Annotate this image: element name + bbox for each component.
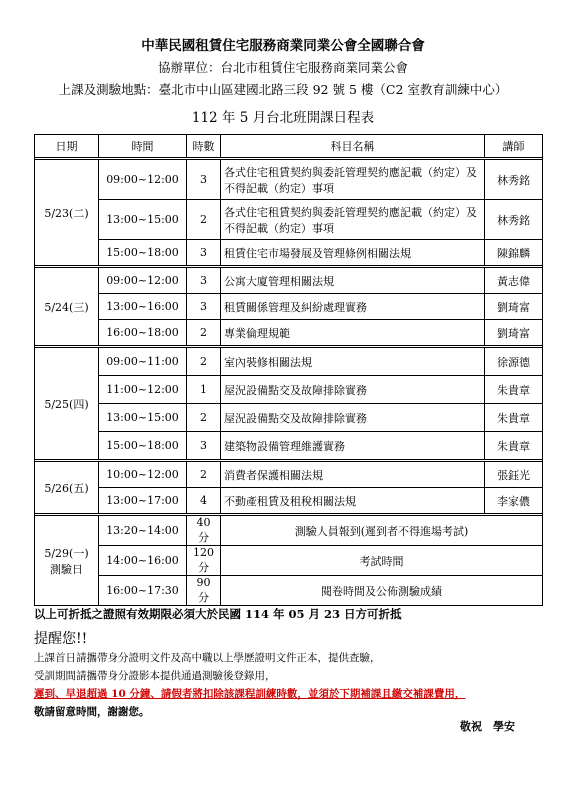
page-title: 中華民國租賃住宅服務商業同業公會全國聯合會 xyxy=(141,38,425,54)
teacher-cell: 劉琦富 xyxy=(485,294,543,320)
schedule-subtitle: 112 年 5 月台北班開課日程表 xyxy=(191,110,375,126)
column-header-time: 時間 xyxy=(99,135,187,158)
table-row xyxy=(35,376,543,404)
exam-desc-cell: 測驗人員報到(遲到者不得進場考試) xyxy=(221,516,543,546)
teacher-cell: 黃志偉 xyxy=(485,268,543,294)
hours-cell: 3 xyxy=(187,268,221,294)
subject-cell: 室內裝修相關法規 xyxy=(221,348,485,376)
subject-cell: 租賃住宅市場發展及管理條例相關法規 xyxy=(221,240,485,266)
teacher-cell: 朱貴章 xyxy=(485,432,543,460)
table-row xyxy=(35,488,543,514)
time-cell: 09:00~12:00 xyxy=(99,268,187,294)
column-header-hours: 時數 xyxy=(187,135,221,158)
teacher-cell: 李家儂 xyxy=(485,488,543,514)
hours-cell: 3 xyxy=(187,160,221,200)
exam-date: 5/29(一) xyxy=(44,546,89,560)
date-cell: 5/24(三) xyxy=(35,268,99,346)
subject-cell: 專業倫理規範 xyxy=(221,320,485,346)
subject-cell: 屋況設備點交及故障排除實務 xyxy=(221,404,485,432)
reminder-line-4: 敬請留意時間，謝謝您。 xyxy=(34,706,150,718)
exam-desc-cell: 閱卷時間及公佈測驗成績 xyxy=(221,576,543,606)
teacher-cell: 林秀銘 xyxy=(485,160,543,200)
hours-cell: 2 xyxy=(187,320,221,346)
table-row xyxy=(35,268,543,294)
closing-greeting: 敬祝 學安 xyxy=(460,720,515,733)
table-row xyxy=(35,348,543,376)
time-cell: 13:00~15:00 xyxy=(99,200,187,240)
date-cell: 5/23(二) xyxy=(35,160,99,266)
hours-cell: 2 xyxy=(187,462,221,488)
time-cell: 09:00~11:00 xyxy=(99,348,187,376)
location-line: 上課及測驗地點：臺北市中山區建國北路三段 92 號 5 樓（C2 室教育訓練中心） xyxy=(58,82,508,97)
table-row xyxy=(35,432,543,460)
table-row xyxy=(35,546,543,576)
time-cell: 13:00~15:00 xyxy=(99,404,187,432)
teacher-cell: 徐源德 xyxy=(485,348,543,376)
validity-note: 以上可折抵之證照有效期限必須大於民國 114 年 05 月 23 日方可折抵 xyxy=(34,607,402,621)
teacher-cell: 林秀銘 xyxy=(485,200,543,240)
table-row xyxy=(35,462,543,488)
hours-cell: 3 xyxy=(187,432,221,460)
subject-cell: 建築物設備管理維護實務 xyxy=(221,432,485,460)
teacher-cell: 朱貴章 xyxy=(485,376,543,404)
time-cell: 09:00~12:00 xyxy=(99,160,187,200)
reminder-line-2: 受訓期間請攜帶身分證影本提供通過測驗後登錄用， xyxy=(34,670,276,682)
time-cell: 16:00~18:00 xyxy=(99,320,187,346)
subject-cell: 屋況設備點交及故障排除實務 xyxy=(221,376,485,404)
table-row xyxy=(35,160,543,200)
table-row xyxy=(35,240,543,266)
subject-cell: 公寓大廈管理相關法規 xyxy=(221,268,485,294)
time-cell: 11:00~12:00 xyxy=(99,376,187,404)
time-cell: 15:00~18:00 xyxy=(99,432,187,460)
reminder-title: 提醒您!! xyxy=(34,631,88,647)
exam-date-cell xyxy=(35,516,99,606)
time-cell: 14:00~16:00 xyxy=(99,546,187,576)
teacher-cell: 張鈺光 xyxy=(485,462,543,488)
column-header-date: 日期 xyxy=(35,135,99,158)
time-cell: 16:00~17:30 xyxy=(99,576,187,606)
hours-cell: 1 xyxy=(187,376,221,404)
teacher-cell: 朱貴章 xyxy=(485,404,543,432)
hours-cell: 2 xyxy=(187,200,221,240)
table-row xyxy=(35,576,543,606)
time-cell: 10:00~12:00 xyxy=(99,462,187,488)
time-cell: 13:00~16:00 xyxy=(99,294,187,320)
exam-desc-cell: 考試時間 xyxy=(221,546,543,576)
exam-day-label: 測驗日 xyxy=(50,562,83,576)
subject-cell: 不動產租賃及租稅相關法規 xyxy=(221,488,485,514)
table-row xyxy=(35,294,543,320)
hours-cell: 3 xyxy=(187,294,221,320)
time-cell: 13:00~17:00 xyxy=(99,488,187,514)
subject-cell: 各式住宅租賃契約與委託管理契約應記載（約定）及不得記載（約定）事項 xyxy=(221,160,485,200)
duration-cell: 120 分 xyxy=(187,546,221,576)
reminder-warning: 遲到、早退超過 10 分鐘、請假者將扣除該課程訓練時數，並須於下期補課且繳交補課費用， xyxy=(34,688,466,700)
schedule-table xyxy=(34,134,543,606)
hours-cell: 2 xyxy=(187,404,221,432)
table-row xyxy=(35,516,543,546)
hours-cell: 2 xyxy=(187,348,221,376)
hours-cell: 3 xyxy=(187,240,221,266)
time-cell: 15:00~18:00 xyxy=(99,240,187,266)
table-row xyxy=(35,200,543,240)
column-header-teacher: 講師 xyxy=(485,135,543,158)
column-header-subject: 科目名稱 xyxy=(221,135,485,158)
organizer-line: 協辦單位：台北市租賃住宅服務商業同業公會 xyxy=(157,60,408,75)
table-row xyxy=(35,320,543,346)
time-cell: 13:20~14:00 xyxy=(99,516,187,546)
teacher-cell: 劉琦富 xyxy=(485,320,543,346)
teacher-cell: 陳錦麟 xyxy=(485,240,543,266)
reminder-line-1: 上課首日請攜帶身分證明文件及高中職以上學歷證明文件正本，提供查驗， xyxy=(34,652,381,664)
subject-cell: 消費者保護相關法規 xyxy=(221,462,485,488)
duration-cell: 40 分 xyxy=(187,516,221,546)
date-cell: 5/25(四) xyxy=(35,348,99,460)
subject-cell: 租賃關係管理及糾紛處理實務 xyxy=(221,294,485,320)
date-cell: 5/26(五) xyxy=(35,462,99,514)
table-row xyxy=(35,404,543,432)
duration-cell: 90 分 xyxy=(187,576,221,606)
subject-cell: 各式住宅租賃契約與委託管理契約應記載（約定）及不得記載（約定）事項 xyxy=(221,200,485,240)
hours-cell: 4 xyxy=(187,488,221,514)
table-header-row xyxy=(35,135,543,158)
